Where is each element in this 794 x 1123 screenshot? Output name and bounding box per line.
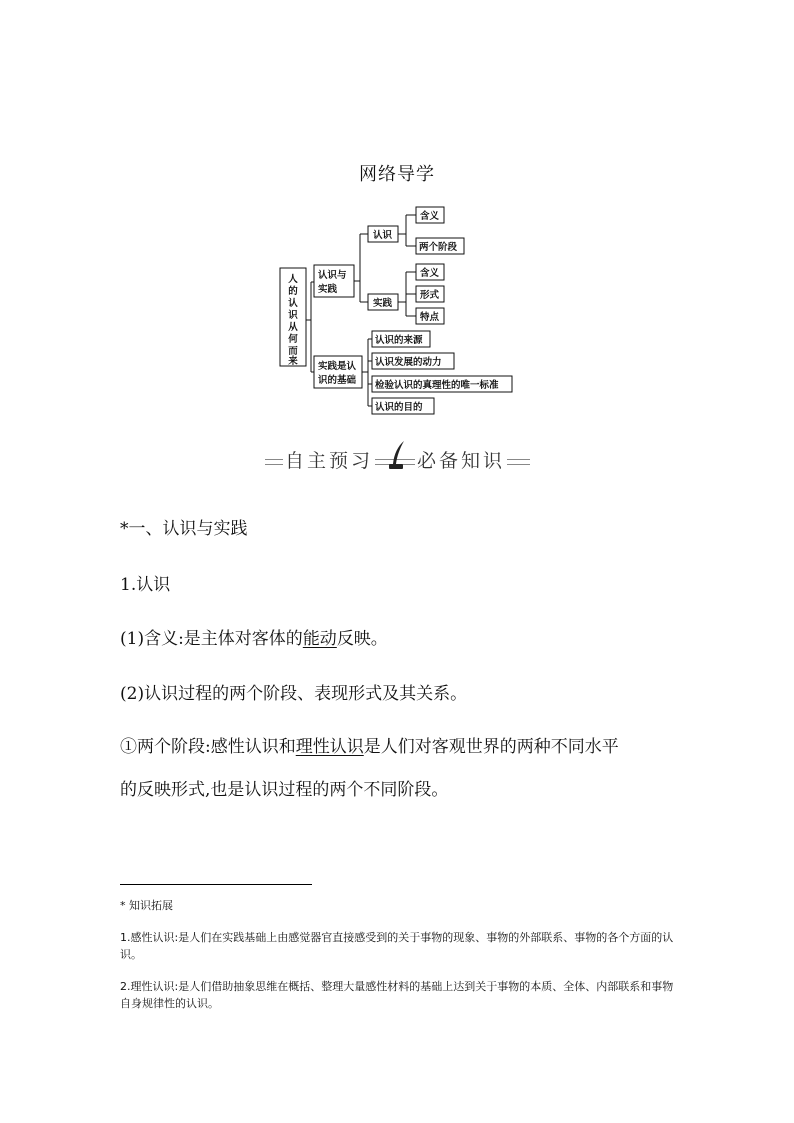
- sub-heading: 1.认识: [120, 575, 171, 595]
- node-shijian: 实践: [373, 298, 393, 309]
- footnote-2: 2.理性认识:是人们借助抽象思维在概括、整理大量感性材料的基础上达到关于事物的本质、全体、内部联系和事物自身规律性的认识。: [120, 980, 674, 1010]
- branch2-line1: 实践是认: [318, 361, 357, 372]
- section-banner: [265, 440, 530, 472]
- item-2: (2)认识过程的两个阶段、表现形式及其关系。: [120, 684, 468, 704]
- root-char-1: 的: [288, 286, 298, 297]
- node-renshi: 认识: [373, 230, 393, 241]
- node-shijian-tedian: 特点: [420, 312, 440, 323]
- node-purpose: 认识的目的: [375, 402, 423, 413]
- item-1-underlined: 能动: [302, 629, 337, 649]
- root-label: [287, 273, 298, 367]
- node-shijian-hanyi: 含义: [420, 268, 440, 279]
- branch2-line2: 识的基础: [318, 375, 357, 386]
- node-criterion: 检验认识的真理性的唯一标准: [375, 380, 499, 391]
- item-3-line2: 的反映形式,也是认识过程的两个不同阶段。: [120, 780, 449, 800]
- node-shijian-xingshi: 形式: [420, 290, 440, 301]
- root-char-3: 识: [288, 310, 298, 321]
- root-char-0: 人: [288, 274, 298, 285]
- branch1-line1: 认识与: [318, 270, 347, 281]
- section-heading: *一、认识与实践: [120, 519, 248, 539]
- banner-right-text: 必备知识: [415, 446, 507, 473]
- item-1: [120, 624, 388, 649]
- root-char-2: 认: [288, 298, 298, 309]
- banner-left-text: 自主预习: [283, 446, 375, 473]
- footnote-rule: [120, 884, 312, 885]
- item-3: [120, 732, 619, 757]
- node-renshi-jieduan: 两个阶段: [419, 242, 458, 253]
- item-3-prefix: ①两个阶段:感性认识和: [120, 737, 296, 757]
- concept-map: [276, 204, 516, 418]
- root-char-4: 从: [288, 322, 298, 333]
- root-char-6: 而: [288, 346, 298, 357]
- item-3-underlined: 理性认识: [295, 737, 364, 757]
- node-source: 认识的来源: [375, 335, 423, 346]
- item-1-suffix: 反映。: [336, 629, 388, 649]
- item-3-suffix: 是人们对客观世界的两种不同水平: [363, 737, 619, 757]
- footnote-title: * 知识拓展: [120, 899, 173, 912]
- node-motive: 认识发展的动力: [375, 357, 442, 368]
- quill-pen-icon: [386, 440, 408, 472]
- node-renshi-hanyi: 含义: [420, 211, 440, 222]
- footnote-1: 1.感性认识:是人们在实践基础上由感觉器官直接感受到的关于事物的现象、事物的外部联系、事物的各个方面的认识。: [120, 931, 674, 961]
- root-char-5: 何: [288, 334, 298, 345]
- page-title: 网络导学: [359, 164, 435, 185]
- root-char-7: 来: [288, 356, 298, 367]
- item-1-prefix: (1)含义:是主体对客体的: [120, 629, 303, 649]
- branch1-line2: 实践: [318, 284, 338, 295]
